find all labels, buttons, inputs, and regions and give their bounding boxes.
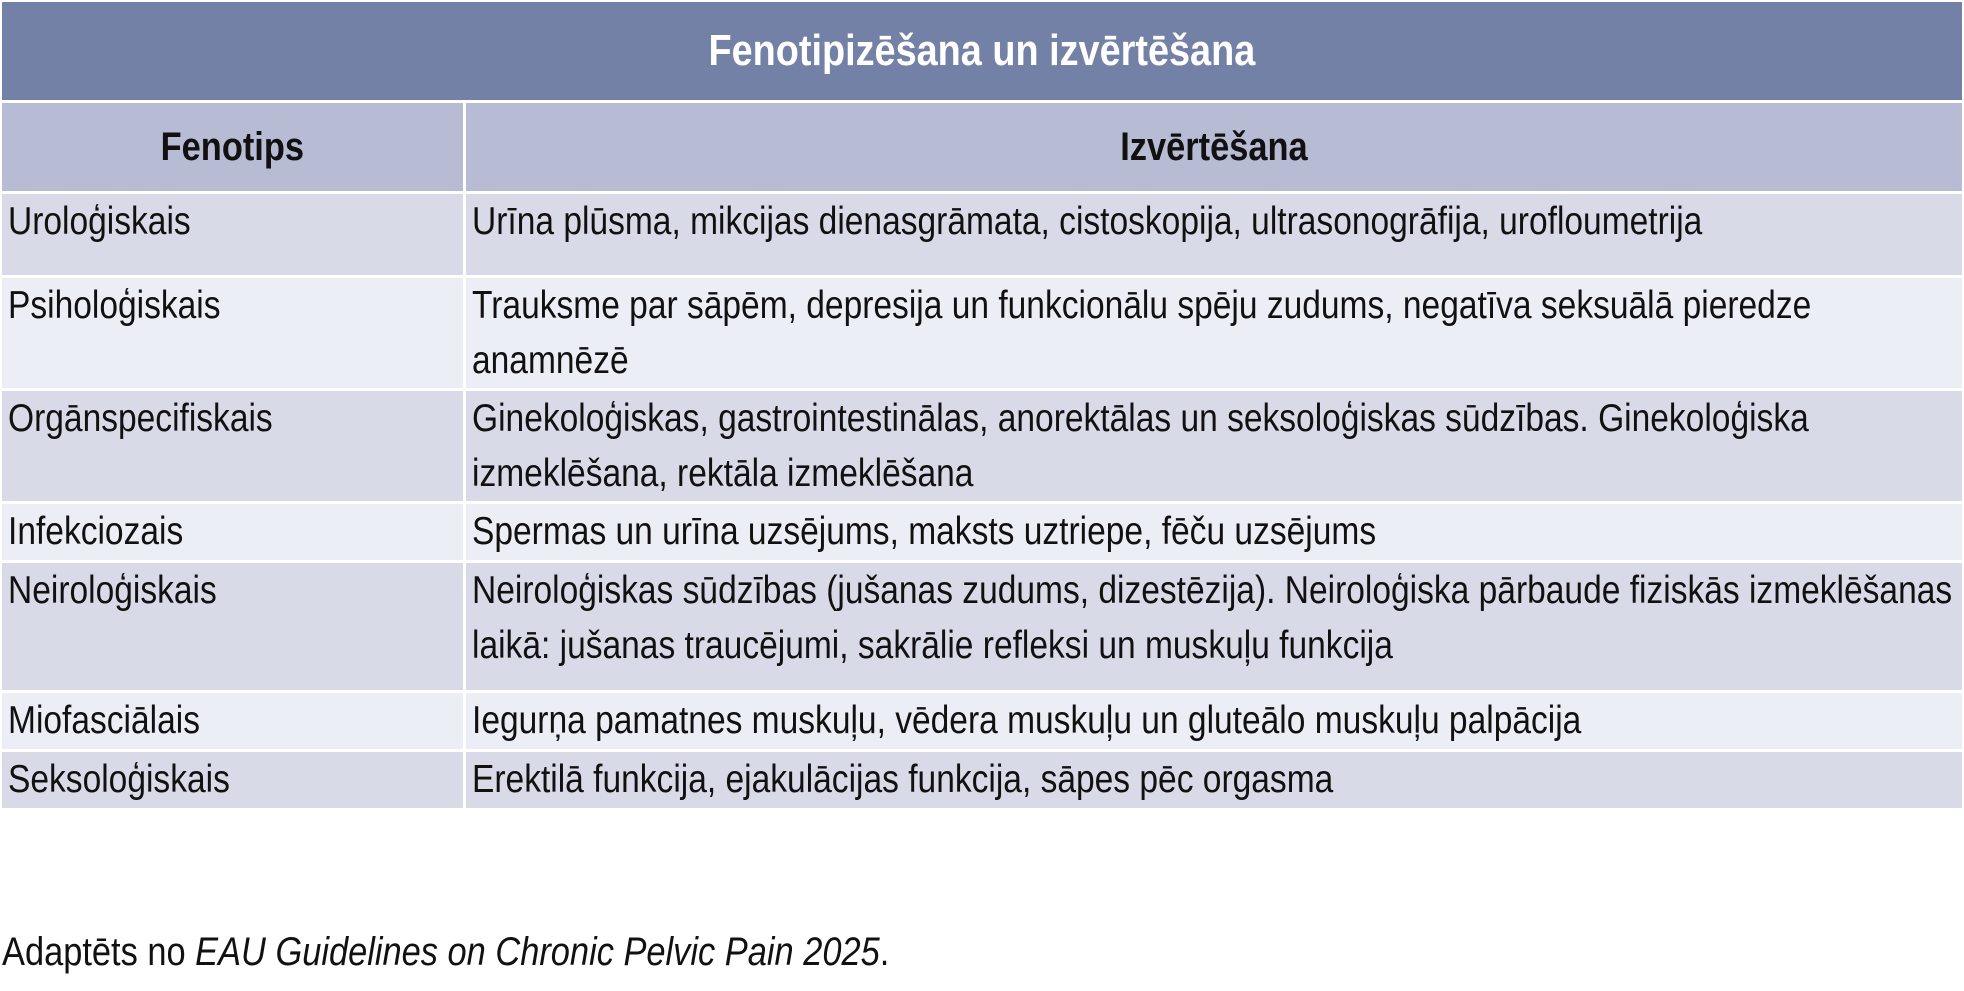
- evaluation-cell: Trauksme par sāpēm, depresija un funkcionālu spēju zudums, negatīva seksuālā pieredze anamnēzē: [464, 277, 1962, 390]
- table-row: [2, 390, 1962, 503]
- table-row: [2, 562, 1962, 692]
- phenotype-cell: Orgānspecifiskais: [2, 390, 464, 503]
- evaluation-cell: Iegurņa pamatnes muskuļu, vēdera muskuļu un gluteālo muskuļu palpācija: [464, 692, 1962, 751]
- table-title-row: [2, 2, 1962, 102]
- evaluation-cell: Erektilā funkcija, ejakulācijas funkcija, sāpes pēc orgasma: [464, 751, 1962, 810]
- phenotype-cell: Seksoloģiskais: [2, 751, 464, 810]
- table-header-row: [2, 102, 1962, 193]
- column-header-evaluation: Izvērtēšana: [464, 102, 1962, 193]
- table-row: [2, 692, 1962, 751]
- table-row: [2, 277, 1962, 390]
- evaluation-cell: Ginekoloģiskas, gastrointestinālas, anorektālas un seksoloģiskas sūdzības. Ginekoloģiska izmeklēšana, rektāla izmeklēšana: [464, 390, 1962, 503]
- table-title-text: Fenotipizēšana un izvērtēšana: [708, 26, 1256, 75]
- caption-suffix: .: [879, 930, 890, 974]
- table-row: [2, 503, 1962, 562]
- source-caption: [2, 930, 889, 975]
- phenotype-cell: Uroloģiskais: [2, 193, 464, 277]
- phenotype-table-container: [2, 2, 1962, 811]
- column-header-phenotype: Fenotips: [2, 102, 464, 193]
- evaluation-cell: Urīna plūsma, mikcijas dienasgrāmata, cistoskopija, ultrasonogrāfija, urofloumetrija: [464, 193, 1962, 277]
- evaluation-cell: Neiroloģiskas sūdzības (jušanas zudums, dizestēzija). Neiroloģiska pārbaude fiziskās izmeklēšanas laikā: jušanas traucējumi, sakrālie refleksi un muskuļu funkcija: [464, 562, 1962, 692]
- table-title: [2, 2, 1962, 102]
- phenotype-cell: Infekciozais: [2, 503, 464, 562]
- phenotype-table: [2, 2, 1962, 811]
- phenotype-cell: Miofasciālais: [2, 692, 464, 751]
- table-row: [2, 193, 1962, 277]
- phenotype-cell: Neiroloģiskais: [2, 562, 464, 692]
- phenotype-cell: Psiholoģiskais: [2, 277, 464, 390]
- evaluation-cell: Spermas un urīna uzsējums, maksts uztriepe, fēču uzsējums: [464, 503, 1962, 562]
- table-row: [2, 751, 1962, 810]
- caption-prefix: Adaptēts no: [2, 930, 196, 974]
- caption-source: EAU Guidelines on Chronic Pelvic Pain 2025: [195, 930, 880, 974]
